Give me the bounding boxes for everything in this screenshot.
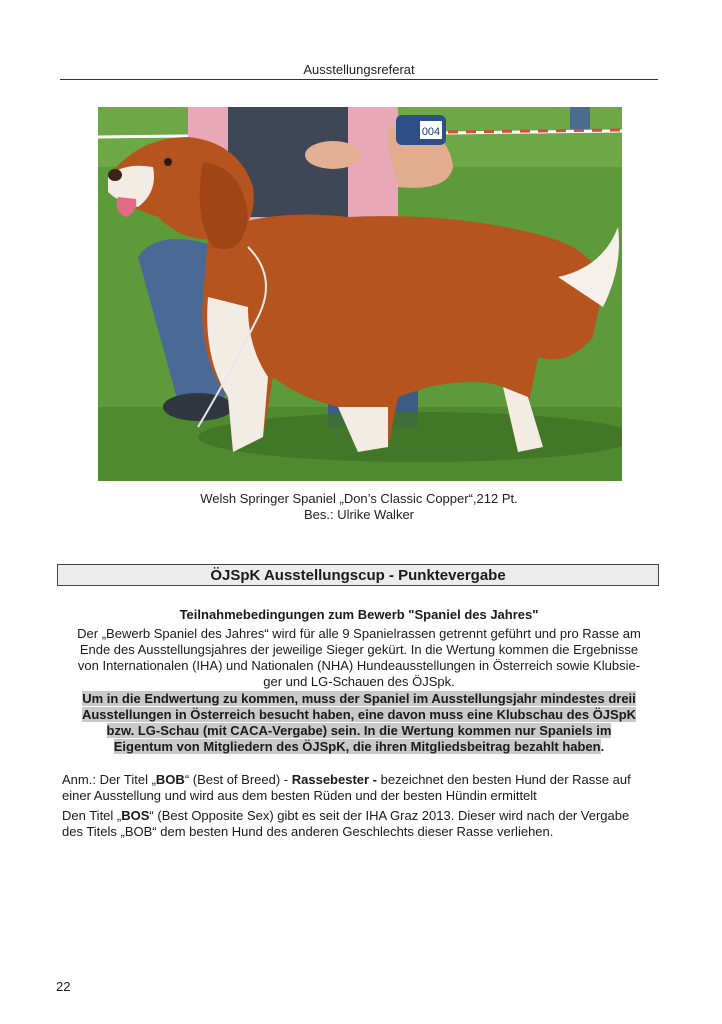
page-number: 22 (56, 979, 71, 994)
bos-line-2: des Titels „BOB“ dem besten Hund des anderen Geschlechts dieser Rasse verliehen. (62, 824, 554, 839)
bib-number: 004 (421, 126, 441, 138)
bob-rest: bezeichnet den besten Hund der Rasse auf (377, 772, 631, 787)
running-header: Ausstellungsreferat (303, 62, 415, 77)
bos-prefix: Den Titel „ (62, 808, 122, 823)
caption-line-2: Bes.: Ulrike Walker (303, 507, 415, 522)
bob-term-2: Rassebester - (291, 772, 378, 787)
bob-term: BOB (155, 772, 185, 787)
conditions-line: von Internationalen (IHA) und Nationalen (NHA) Hundeausstellungen in Österreich sowie Klubsie- (77, 658, 641, 673)
conditions-line: Der „Bewerb Spaniel des Jahres“ wird für alle 9 Spanielrassen getrennt geführt und pro Rasse am (77, 626, 641, 641)
highlight-end: . (600, 739, 605, 754)
photo-caption (60, 491, 658, 523)
header-rule (60, 79, 658, 80)
bob-note (62, 772, 660, 804)
conditions-heading: Teilnahmebedingungen zum Bewerb "Spaniel des Jahres" (179, 607, 539, 622)
bob-prefix: Anm.: Der Titel „ (62, 772, 156, 787)
conditions-line: Ende des Ausstellungsjahres der jeweilige Sieger gekürt. In die Wertung kommen die Ergebnisse (79, 642, 639, 657)
dog-photo (98, 107, 622, 481)
conditions-paragraph (60, 626, 658, 690)
bob-line-2: einer Ausstellung und wird aus dem besten Rüden und der besten Hündin ermittelt (62, 788, 537, 803)
bos-term: BOS (121, 808, 150, 823)
bob-mid: “ (Best of Breed) - (184, 772, 292, 787)
highlighted-requirements (66, 691, 652, 755)
section-title: ÖJSpK Ausstellungscup - Punktevergabe (57, 564, 659, 586)
highlight-line: Ausstellungen in Österreich besucht haben, eine davon muss eine Klubschau des ÖJSpK (81, 707, 637, 722)
highlight-line: Um in die Endwertung zu kommen, muss der Spaniel im Ausstellungsjahr mindestes dreii (82, 691, 636, 706)
highlight-line: bzw. LG-Schau (mit CACA-Vergabe) sein. In die Wertung kommen nur Spaniels im (106, 723, 612, 738)
highlight-line: Eigentum von Mitgliedern des ÖJSpK, die ihren Mitgliedsbeitrag bezahlt haben (113, 739, 601, 754)
bos-rest: “ (Best Opposite Sex) gibt es seit der IHA Graz 2013. Dieser wird nach der Vergabe (149, 808, 630, 823)
conditions-line: ger und LG-Schauen des ÖJSpk. (263, 674, 455, 689)
bos-note (62, 808, 660, 840)
caption-line-1: Welsh Springer Spaniel „Don’s Classic Copper“,212 Pt. (200, 491, 518, 506)
